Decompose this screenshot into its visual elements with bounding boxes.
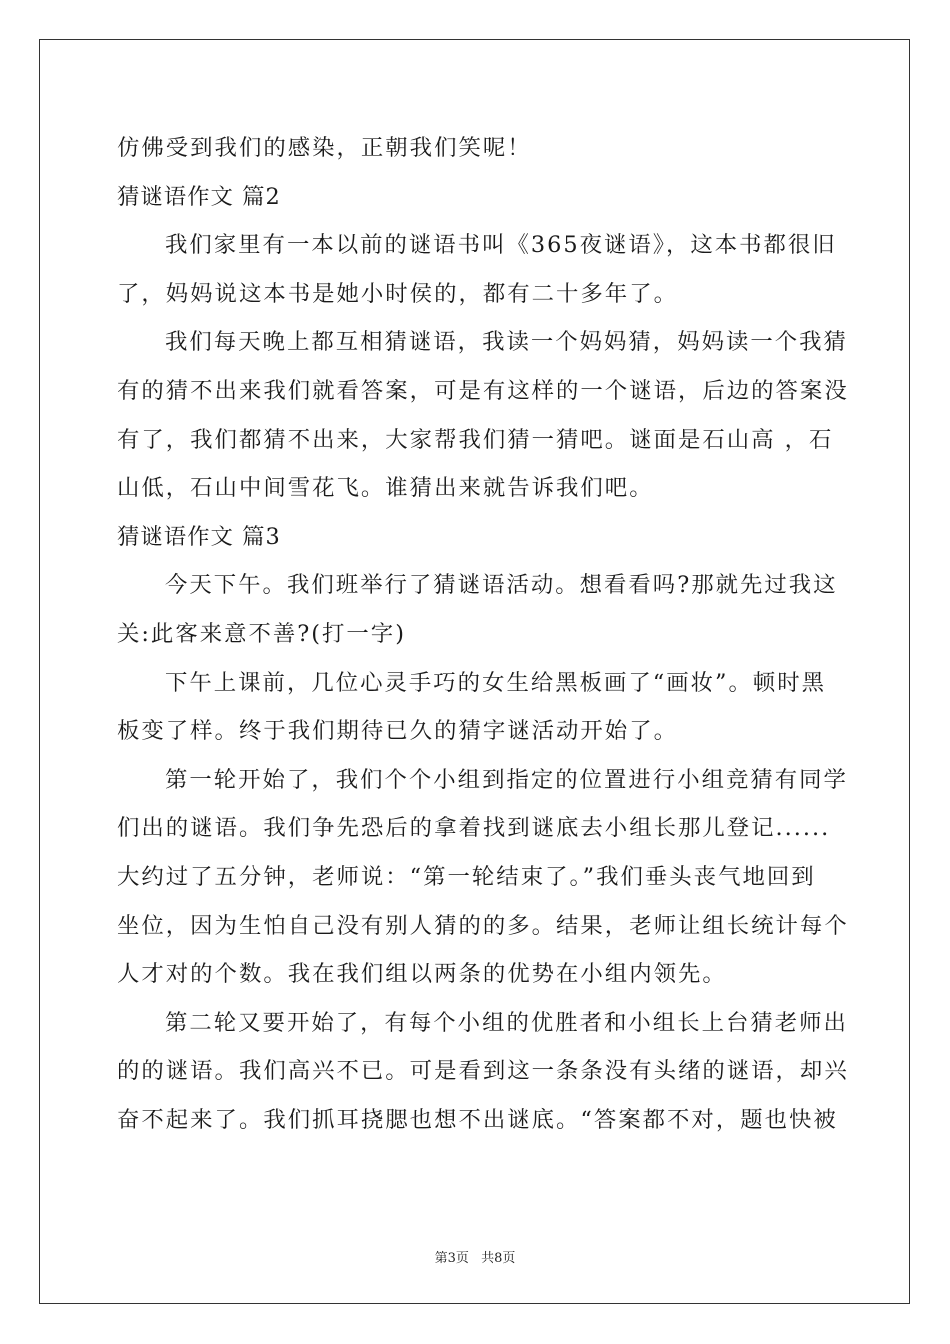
text-line: 大约过了五分钟，老师说：“第一轮结束了。”我们垂头丧气地回到 — [117, 863, 816, 890]
text-line: 板变了样。终于我们期待已久的猜字谜活动开始了。 — [117, 718, 678, 745]
section-heading: 猜谜语作文 篇3 — [117, 523, 281, 550]
text-line: 人才对的个数。我在我们组以两条的优势在小组内领先。 — [117, 961, 727, 988]
page-number: 第3页 — [434, 1251, 469, 1266]
text-line: 有了，我们都猜不出来，大家帮我们猜一猜吧。谜面是石山高 ，石 — [117, 426, 834, 453]
text-line: 我们每天晚上都互相猜谜语，我读一个妈妈猜，妈妈读一个我猜 — [165, 329, 848, 356]
page-footer — [0, 1247, 950, 1266]
text-line: 关:此客来意不善?(打一字) — [117, 620, 406, 647]
text-line: 我们家里有一本以前的谜语书叫《365夜谜语》，这本书都很旧 — [165, 232, 837, 259]
section-heading: 猜谜语作文 篇2 — [117, 183, 281, 210]
text-line: 山低，石山中间雪花飞。谁猜出来就告诉我们吧。 — [117, 475, 654, 502]
text-line: 们出的谜语。我们争先恐后的拿着找到谜底去小组长那儿登记...... — [117, 815, 831, 842]
text-line: 奋不起来了。我们抓耳挠腮也想不出谜底。“答案都不对，题也快被 — [117, 1106, 838, 1133]
text-line: 第一轮开始了，我们个个小组到指定的位置进行小组竞猜有同学 — [165, 766, 848, 793]
text-line: 仿佛受到我们的感染，正朝我们笑呢！ — [117, 135, 532, 161]
text-line: 下午上课前，几位心灵手巧的女生给黑板画了“画妆”。顿时黑 — [165, 669, 827, 696]
text-line: 坐位，因为生怕自己没有别人猜的的多。结果，老师让组长统计每个 — [117, 912, 849, 939]
text-line: 今天下午。我们班举行了猜谜语活动。想看看吗?那就先过我这 — [165, 572, 838, 599]
text-line: 有的猜不出来我们就看答案，可是有这样的一个谜语，后边的答案没 — [117, 377, 849, 404]
text-line: 的的谜语。我们高兴不已。可是看到这一条条没有头绪的谜语，却兴 — [117, 1058, 849, 1085]
page-total: 共8页 — [481, 1251, 516, 1266]
text-line: 第二轮又要开始了，有每个小组的优胜者和小组长上台猜老师出 — [165, 1009, 848, 1036]
document-body — [117, 124, 849, 1144]
text-line: 了，妈妈说这本书是她小时侯的，都有二十多年了。 — [117, 280, 678, 307]
